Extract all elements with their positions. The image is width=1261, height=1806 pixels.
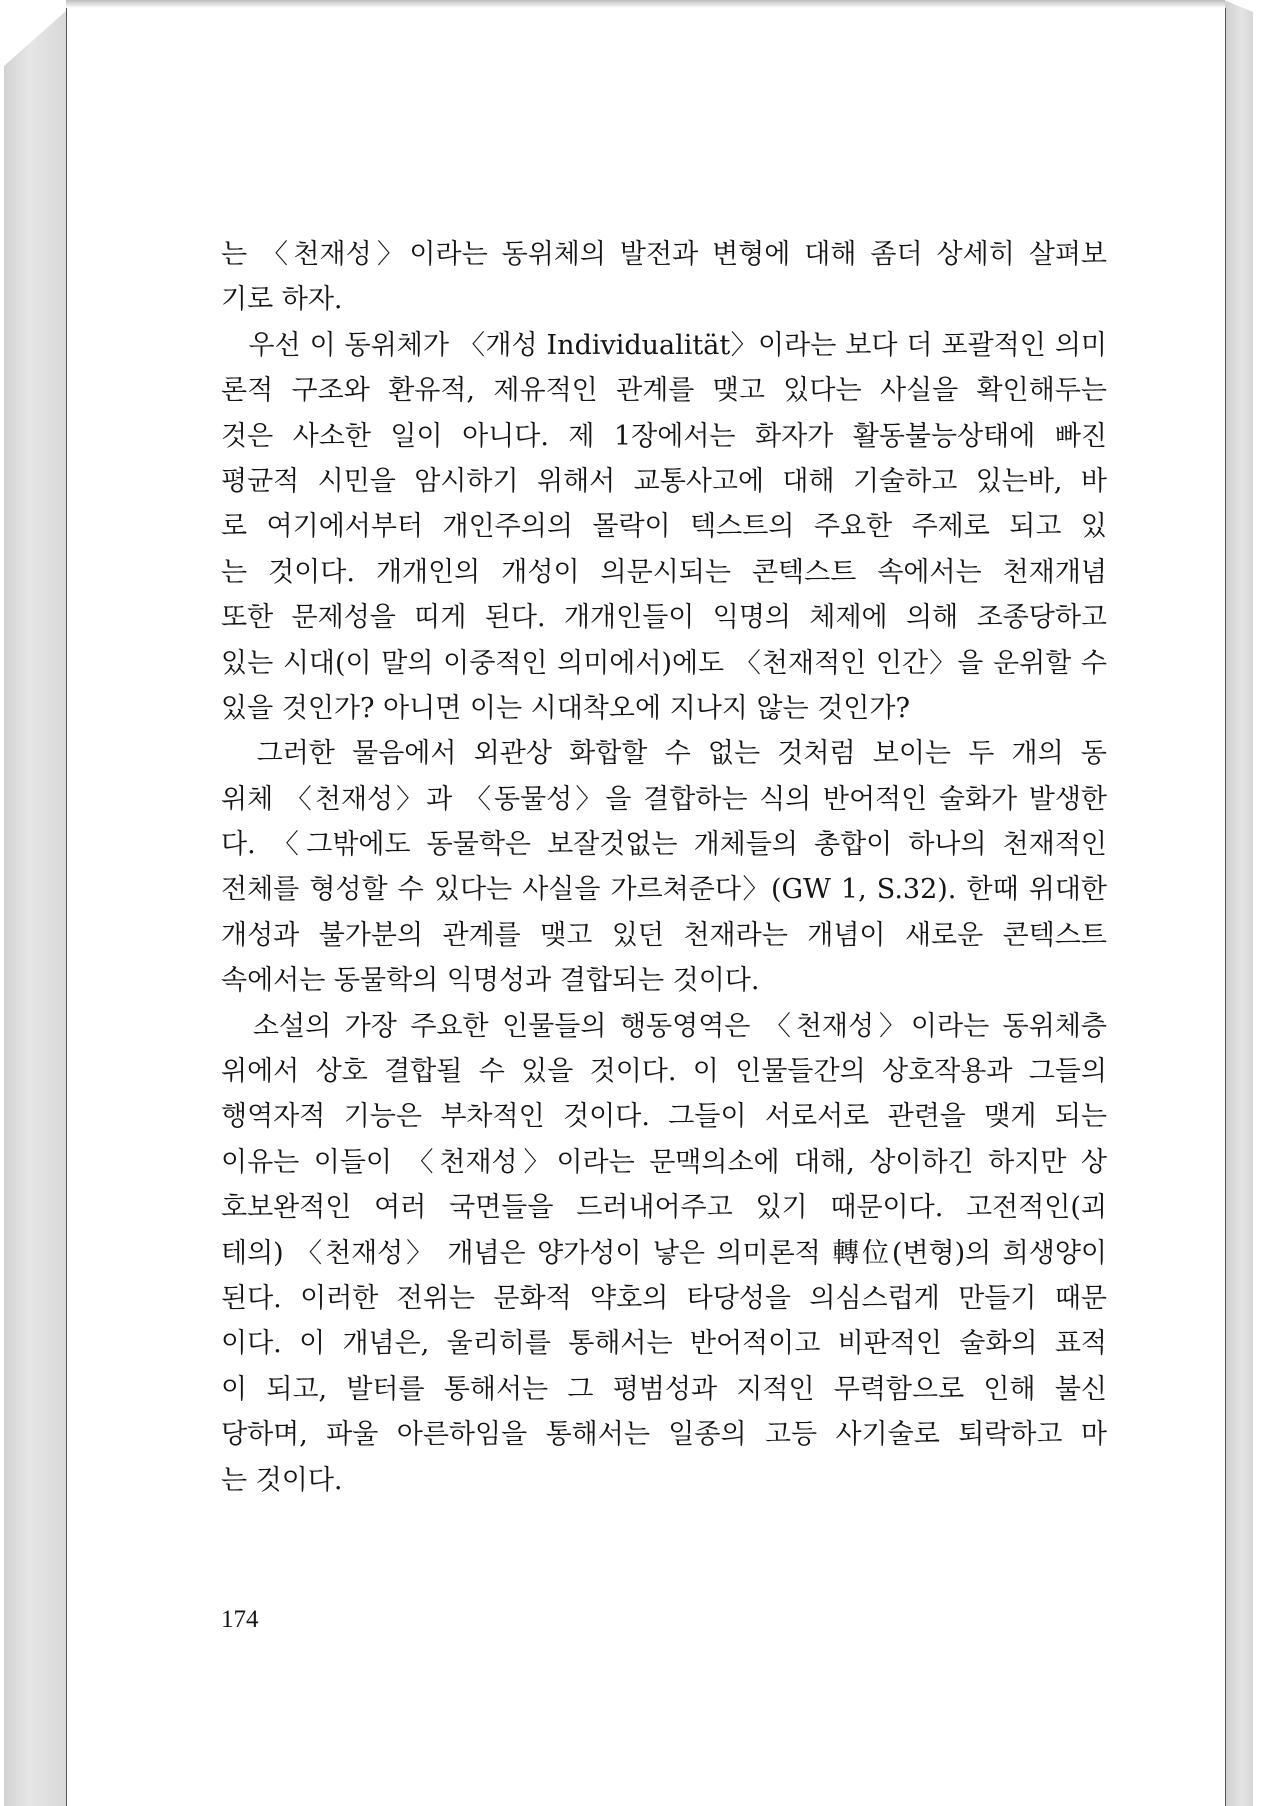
text-line: 전체를 형성할 수 있다는 사실을 가르쳐준다〉(GW 1, S.32). 한때 위대한 (221, 874, 1107, 906)
text-line: 테의) 〈천재성〉 개념은 양가성이 낳은 의미론적 轉位(변형)의 희생양이 (221, 1237, 1107, 1269)
body-text (221, 232, 1107, 1503)
text-line: 이유는 이들이 〈천재성〉이라는 문맥의소에 대해, 상이하긴 하지만 상 (221, 1146, 1107, 1178)
book-left-edge (4, 10, 67, 1806)
text-line: 당하며, 파울 아른하임을 통해서는 일종의 고등 사기술로 퇴락하고 마 (221, 1419, 1107, 1451)
text-line: 있을 것인가? 아니면 이는 시대착오에 지나지 않는 것인가? (221, 692, 910, 724)
text-line: 호보완적인 여러 국면들을 드러내어주고 있기 때문이다. 고전적인(괴 (221, 1192, 1107, 1224)
text-line: 론적 구조와 환유적, 제유적인 관계를 맺고 있다는 사실을 확인해두는 (221, 375, 1107, 407)
text-line: 행역자적 기능은 부차적인 것이다. 그들이 서로서로 관련을 맺게 되는 (221, 1101, 1107, 1133)
text-line: 있는 시대(이 말의 이중적인 의미에서)에도 〈천재적인 인간〉을 운위할 수 (221, 647, 1107, 679)
text-line: 다. 〈그밖에도 동물학은 보잘것없는 개체들의 총합이 하나의 천재적인 (221, 829, 1107, 861)
book-top-shadow (66, 0, 1225, 8)
text-line: 속에서는 동물학의 익명성과 결합되는 것이다. (221, 965, 760, 997)
text-line: 개성과 불가분의 관계를 맺고 있던 천재라는 개념이 새로운 콘텍스트 (221, 919, 1107, 951)
text-line: 위에서 상호 결합될 수 있을 것이다. 이 인물들간의 상호작용과 그들의 (221, 1056, 1107, 1088)
text-line: 기로 하자. (221, 284, 343, 316)
text-line: 우선 이 동위체가 〈개성 Individualität〉이라는 보다 더 포괄적인 의미 (221, 329, 1107, 361)
text-line: 그러한 물음에서 외관상 화합할 수 없는 것처럼 보이는 두 개의 동 (221, 738, 1107, 770)
text-line: 것은 사소한 일이 아니다. 제 1장에서는 화자가 활동불능상태에 빠진 (221, 420, 1107, 452)
text-line: 로 여기에서부터 개인주의의 몰락이 텍스트의 주요한 주제로 되고 있 (221, 511, 1107, 543)
text-line: 평균적 시민을 암시하기 위해서 교통사고에 대해 기술하고 있는바, 바 (221, 465, 1107, 497)
text-line: 는 것이다. 개개인의 개성이 의문시되는 콘텍스트 속에서는 천재개념 (221, 556, 1107, 588)
book-right-edge (1224, 0, 1253, 1806)
text-line: 이 되고, 발터를 통해서는 그 평범성과 지적인 무력함으로 인해 불신 (221, 1373, 1107, 1405)
text-line: 이다. 이 개념은, 울리히를 통해서는 반어적이고 비판적인 술화의 표적 (221, 1328, 1107, 1360)
page-number: 174 (221, 1606, 259, 1633)
text-line: 또한 문제성을 띠게 된다. 개개인들이 익명의 체제에 의해 조종당하고 (221, 602, 1107, 634)
text-line: 는 〈천재성〉이라는 동위체의 발전과 변형에 대해 좀더 상세히 살펴보 (221, 239, 1107, 270)
text-line: 소설의 가장 주요한 인물들의 행동영역은 〈천재성〉이라는 동위체층 (221, 1010, 1107, 1042)
text-line: 는 것이다. (221, 1464, 343, 1496)
text-line: 위체 〈천재성〉과 〈동물성〉을 결합하는 식의 반어적인 술화가 발생한 (221, 783, 1107, 815)
text-line: 된다. 이러한 전위는 문화적 약호의 타당성을 의심스럽게 만들기 때문 (221, 1282, 1107, 1314)
